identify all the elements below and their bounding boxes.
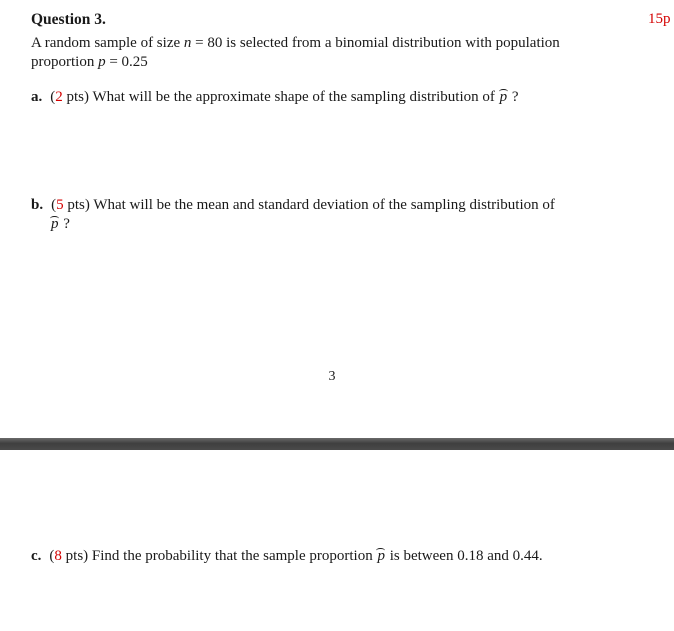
part-b: [31, 196, 646, 234]
page-number: 3: [328, 369, 336, 384]
part-a-p-hat-symbol: p: [499, 89, 508, 105]
intro-text-2b: = 0.25: [105, 54, 148, 70]
points-total-suffix: p: [663, 11, 671, 27]
part-c-points: 8: [54, 548, 62, 564]
part-c-points-suffix: pts): [61, 548, 89, 564]
part-b-points-suffix: pts): [63, 197, 90, 213]
part-c-p-hat-symbol: p: [377, 548, 385, 564]
intro-text-1b: = 80 is selected from a binomial distribution with population: [191, 35, 560, 51]
part-b-paren: (: [51, 197, 57, 213]
question-title: Question 3.: [31, 11, 106, 28]
part-b-p-hat-symbol: p: [51, 216, 59, 232]
part-a-points: 2: [55, 89, 63, 105]
page-separator: [0, 438, 674, 450]
part-c-tail: is between 0.18 and 0.44.: [385, 548, 543, 564]
part-a-tail: ?: [508, 89, 519, 105]
intro-text-2a: proportion: [31, 54, 99, 70]
intro-p-variable: p: [98, 54, 106, 70]
part-a-points-suffix: pts): [62, 89, 89, 105]
part-c-text: Find the probability that the sample proportion: [88, 548, 377, 564]
intro-n-variable: n: [183, 35, 192, 51]
part-c: [31, 547, 646, 566]
part-a-paren: (: [50, 89, 56, 105]
part-a-text: What will be the approximate shape of the sampling distribution of: [89, 89, 499, 105]
part-a: [31, 88, 646, 107]
points-total-value: 15: [648, 11, 663, 27]
part-b-tail: ?: [59, 216, 70, 232]
part-c-paren: (: [49, 548, 55, 564]
part-c-label: c.: [31, 548, 42, 564]
question-points-total: [648, 11, 671, 28]
part-a-label: a.: [31, 89, 43, 105]
part-b-label: b.: [31, 197, 44, 213]
page-4: [0, 450, 674, 631]
part-b-points: 5: [56, 197, 64, 213]
intro-text-1a: A random sample of size: [31, 35, 184, 51]
part-b-text: What will be the mean and standard deviation of the sampling distribution of: [89, 197, 555, 213]
question-intro: [31, 34, 651, 72]
